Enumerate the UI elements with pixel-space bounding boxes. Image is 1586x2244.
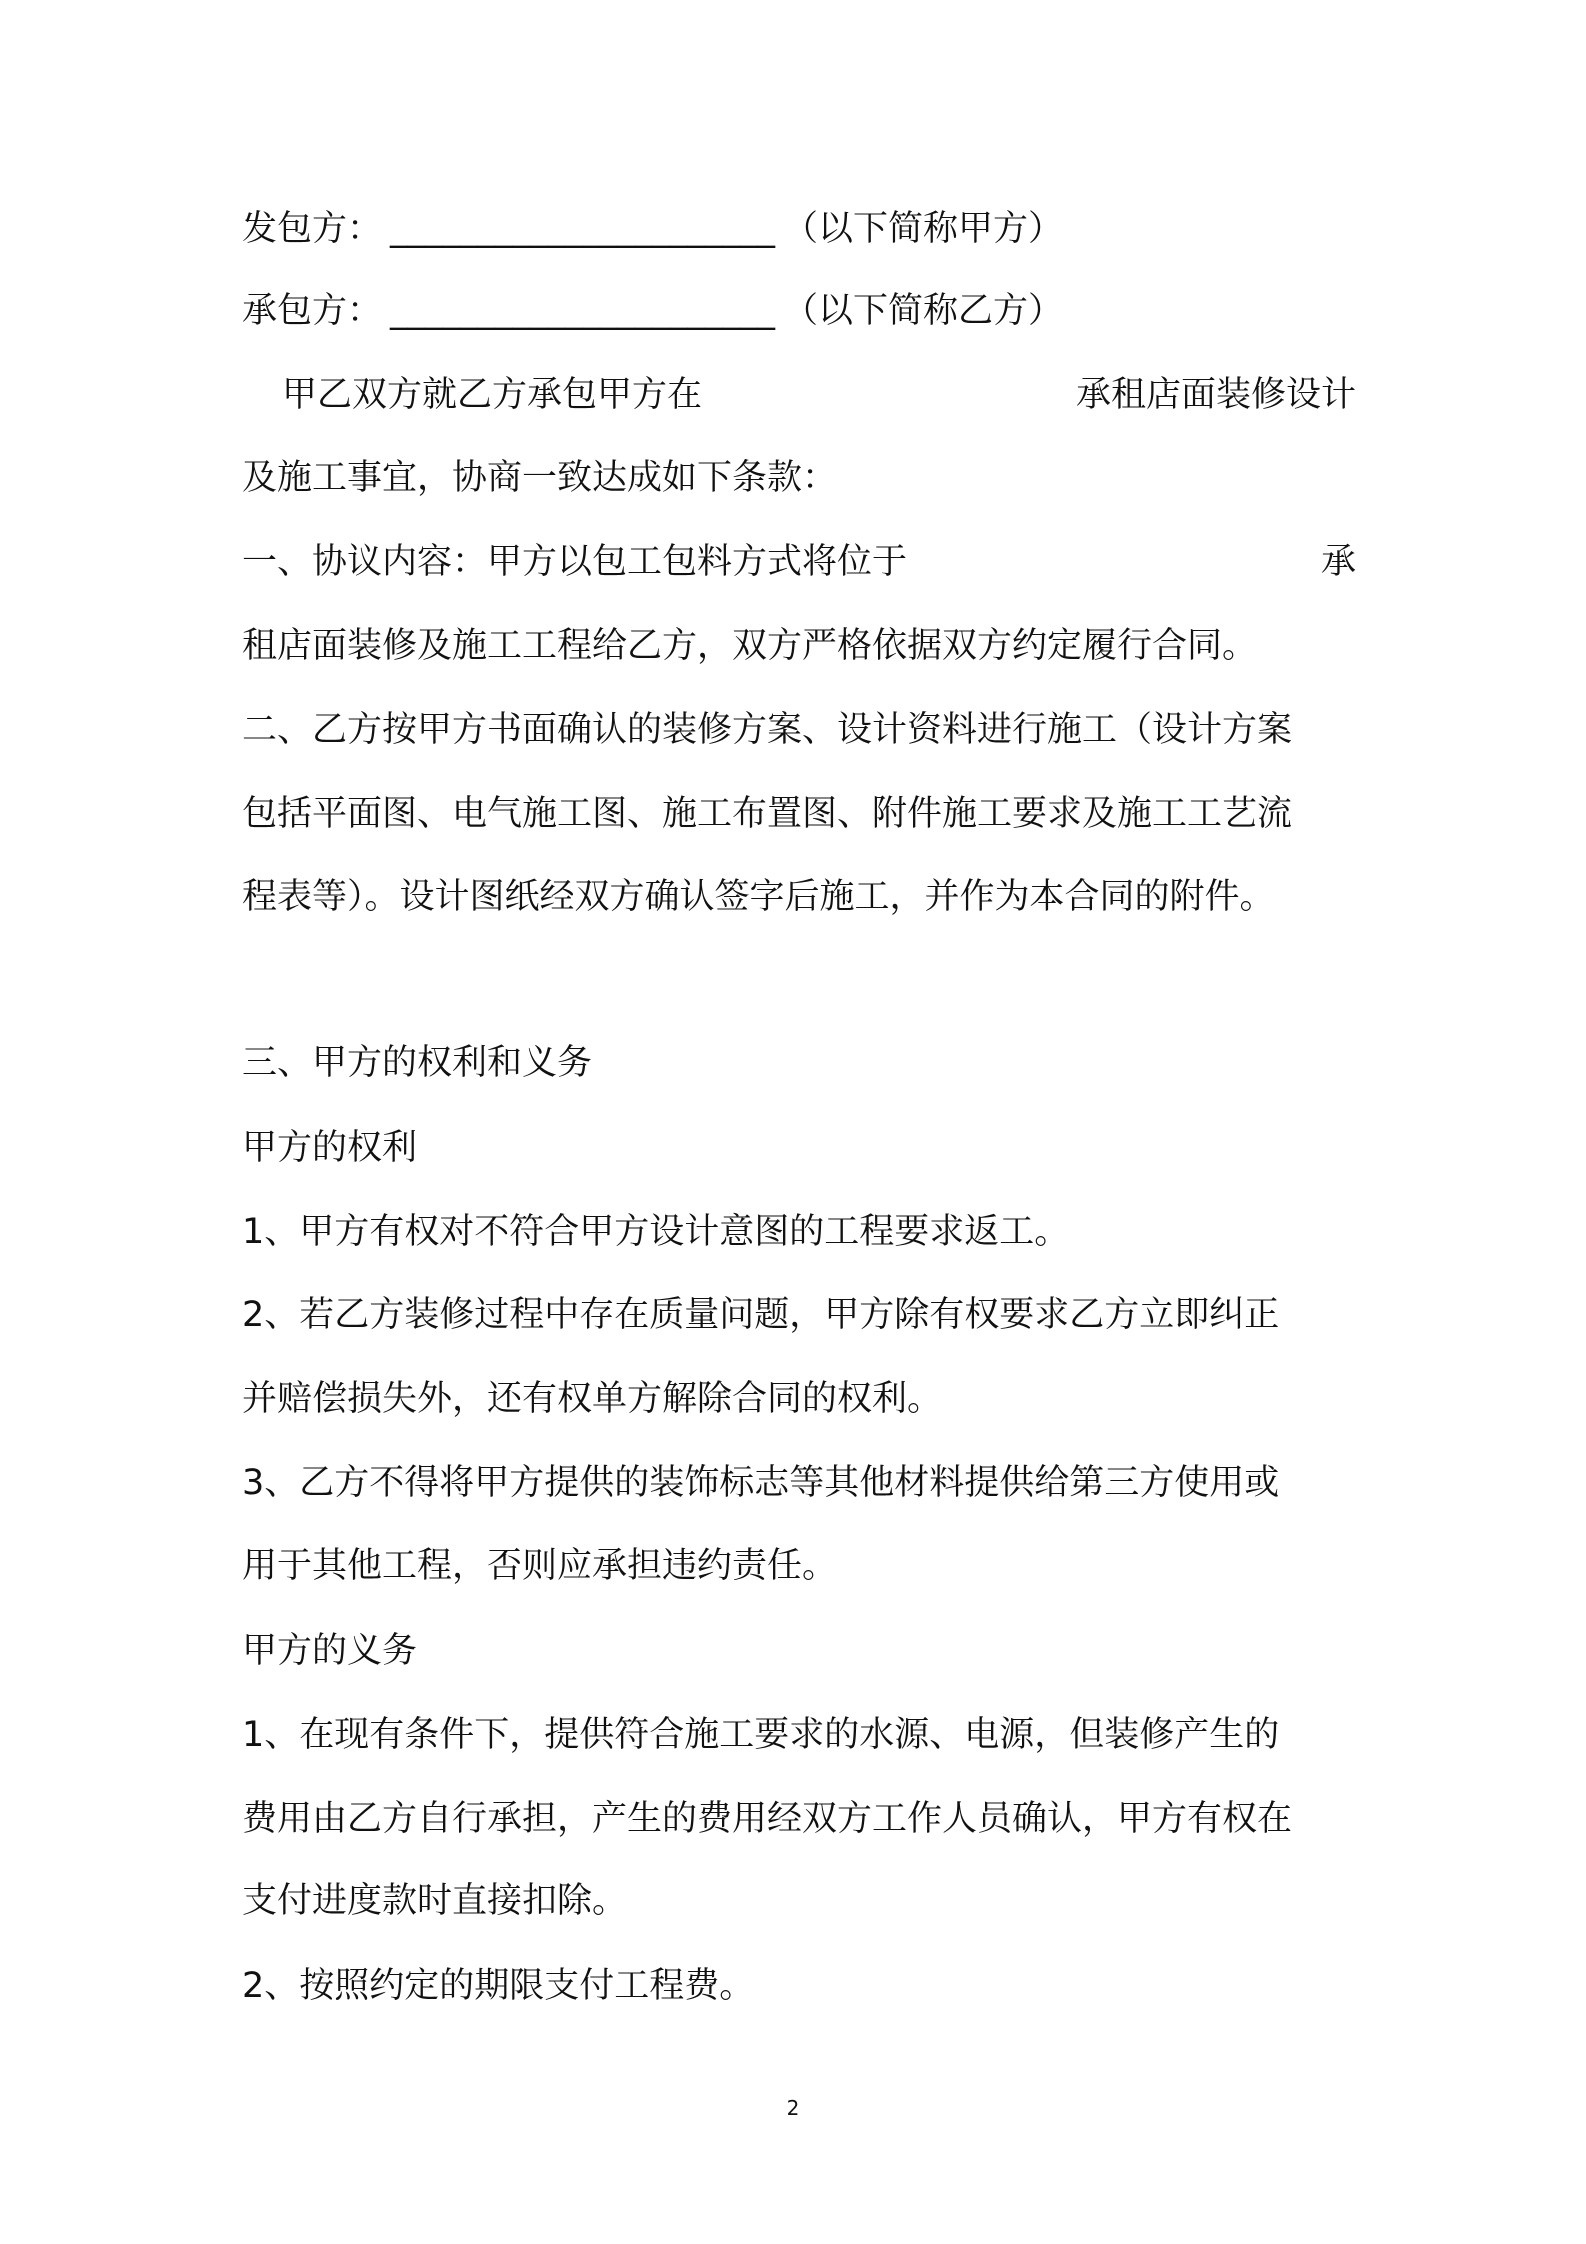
section3-heading: 三、甲方的权利和义务 [242,1043,593,1083]
page-number: 2 [786,2096,800,2120]
rights-heading: 甲方的权利 [242,1128,418,1168]
section1-line-1-left: 一、协议内容：甲方以包工包料方式将位于 [242,542,908,582]
rights-item-3-line-2: 用于其他工程，否则应承担违约责任。 [242,1546,838,1586]
section2-line-2: 包括平面图、电气施工图、施工布置图、附件施工要求及施工工艺流 [242,794,1293,834]
rights-item-1: 1、甲方有权对不符合甲方设计意图的工程要求返工。 [242,1212,1070,1252]
party-b-blank: ______________________ [390,291,776,331]
section1-line-2: 租店面装修及施工工程给乙方，双方严格依据双方约定履行合同。 [242,626,1258,666]
duties-item-1-line-3: 支付进度款时直接扣除。 [242,1881,628,1921]
party-a-note: （以下简称甲方） [783,209,1064,249]
intro-line-1 [282,371,1356,419]
duties-item-1-line-2: 费用由乙方自行承担，产生的费用经双方工作人员确认，甲方有权在 [242,1799,1293,1839]
party-b-label: 承包方： [242,291,383,331]
section2-line-1: 二、乙方按甲方书面确认的装修方案、设计资料进行施工（设计方案 [242,710,1293,750]
duties-heading: 甲方的义务 [242,1631,418,1671]
party-a-label: 发包方： [242,209,383,249]
duties-item-1-line-1: 1、在现有条件下，提供符合施工要求的水源、电源，但装修产生的 [242,1715,1280,1755]
intro-line-1-left: 甲乙双方就乙方承包甲方在 [282,375,703,415]
section2-line-3: 程表等）。设计图纸经双方确认签字后施工，并作为本合同的附件。 [242,877,1275,917]
rights-item-2-line-1: 2、若乙方装修过程中存在质量问题，甲方除有权要求乙方立即纠正 [242,1295,1280,1335]
rights-item-3-line-1: 3、乙方不得将甲方提供的装饰标志等其他材料提供给第三方使用或 [242,1463,1280,1503]
section1-line-1 [242,538,1356,586]
party-a-blank: ______________________ [390,209,776,249]
intro-line-2: 及施工事宜，协商一致达成如下条款： [242,458,838,498]
rights-item-2-line-2: 并赔偿损失外，还有权单方解除合同的权利。 [242,1379,943,1419]
intro-line-1-right: 承租店面装修设计 [1075,375,1356,415]
party-b-line [242,287,1362,335]
party-a-line [242,205,1362,253]
section1-line-1-right: 承 [1320,542,1356,582]
party-b-note: （以下简称乙方） [783,291,1064,331]
duties-item-2: 2、按照约定的期限支付工程费。 [242,1966,755,2006]
